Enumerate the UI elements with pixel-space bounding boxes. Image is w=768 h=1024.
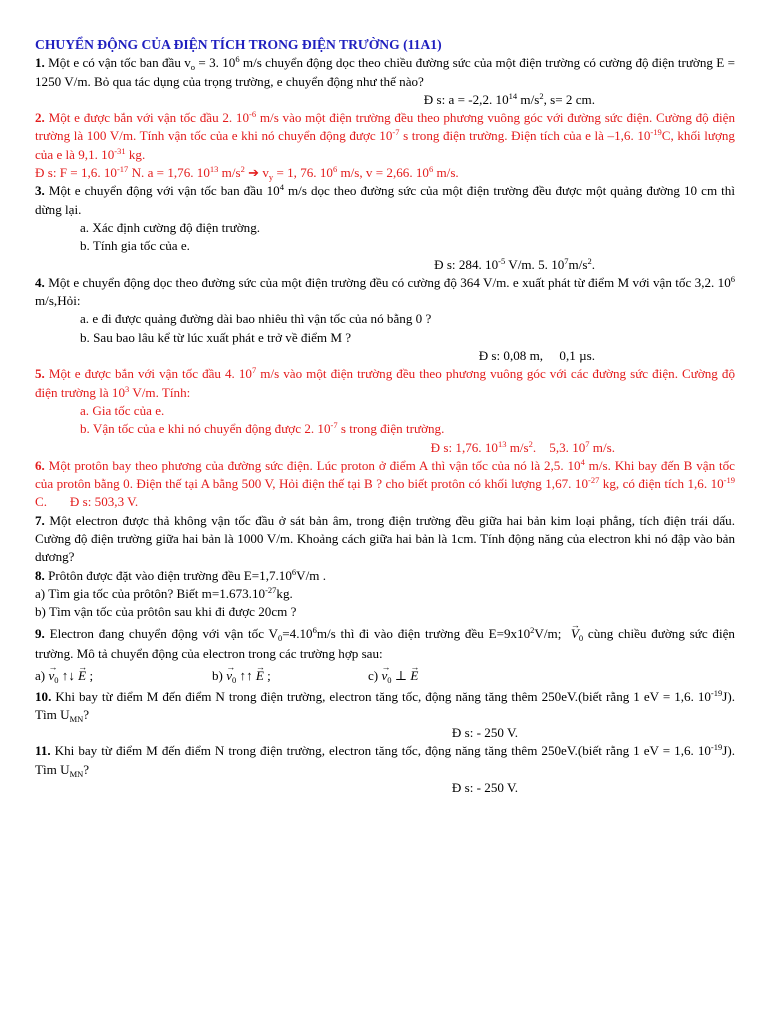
exponent: -19 [710,742,723,753]
vector-v: → v [226,664,232,688]
answer-text: m/s. [589,439,615,455]
page-title: CHUYỂN ĐỘNG CỦA ĐIỆN TÍCH TRONG ĐIỆN TRƯỜNG (11A1) [35,37,442,52]
problem-text: a) Tìm gia tốc của prôtôn? Biết m=1.673.10 [35,585,266,601]
exponent: 6 [312,624,317,635]
problem-3-part-a: a. Xác định cường độ điện trường. [80,219,261,235]
problem-2 [35,109,735,164]
problem-9-cases [35,664,735,688]
problem-text: m/s. Khi bay đến B vận tốc của protôn bằng 0. Điện thế tại A bằng 500 V, Hỏi điện thế tại B ? cho biết protôn có khối lượng 1,67. 10 [35,457,739,492]
answer-text: V/m. 5. 10 [505,256,565,272]
problem-number: 8. [35,567,45,583]
problem-text: Một e chuyển động dọc theo đường sức của một điện trường đều có cường độ 364 V/m. e xuất phát từ điểm M với vận tốc 3,2. 10 [44,274,731,290]
exponent: -6 [249,109,257,120]
problem-number: 7. [35,512,45,528]
problem-4 [35,274,735,311]
exponent: 2 [530,624,535,635]
problem-3 [35,182,735,219]
exponent: -19 [710,687,723,698]
exponent: -19 [650,127,662,138]
problem-text: m/s vào một điện trường đều theo phương vuông góc với đường sức điện. Cường độ điện trường là 100 V/m. Tính vận tốc của e khi nó chuyển động được 10 [35,110,735,144]
problem-text: kg. [276,585,293,601]
problem-text: ? [83,761,90,777]
subscript: 0 [387,674,392,685]
problem-text: Electron đang chuyển động với vận tốc V [44,625,279,641]
problem-6 [35,456,739,512]
exponent: 2 [539,90,544,101]
answer-text: m/s [568,256,588,272]
problem-number: 10. [35,688,52,704]
answer-10: Đ s: - 250 V. [451,725,518,741]
problem-text: J). Tìm U [35,688,735,722]
exponent: 4 [279,182,284,193]
answer-4: Đ s: 0,08 m, 0,1 µs. [478,348,595,364]
answer-1 [35,91,735,109]
answer-text: m/s [517,91,540,107]
exponent: 13 [209,164,219,175]
problem-text: m/s thì đi vào điện trường đều E=9x10 [316,625,531,641]
vector-v0: → V [571,624,579,644]
problem-text: cùng chiều đường sức điện trường. Mô tả chuyển động của electron trong các trường hợp sau: [35,625,739,661]
answer-text: m/s [506,439,529,455]
problem-1 [35,54,735,91]
problem-text: s trong điện trường. [337,421,445,437]
subscript: MN [69,768,84,779]
problem-number: 4. [35,274,45,290]
vector-e: → E [78,664,86,688]
case-label: b) [212,667,223,683]
answer-text: Đ s: F = 1,6. 10 [35,165,117,181]
answer-2 [35,164,735,182]
problem-text: Một e được bắn với vận tốc đầu 4. 10 [44,366,252,382]
answer-text: m/s. [433,165,459,181]
vector-v: → v [381,664,387,688]
problem-number: 11. [35,743,51,759]
exponent: -19 [723,475,736,486]
problem-8-part-a [35,585,735,603]
relation-symbol: ↑↑ [236,667,256,683]
exponent: -27 [265,584,277,595]
subscript: 0 [578,632,584,643]
problem-5 [35,365,735,402]
problem-text: C, khối lượng của e là 9,1. 10 [35,128,735,162]
problem-number: 2. [35,110,45,126]
vector-v: → v [48,664,54,688]
separator: ; [86,667,94,683]
problem-text: Một electron được thả không vận tốc đầu ở sát bản âm, trong điện trường đều giữa hai bản kim loại phẳng, tích điện trái dấu. Cường độ điện trường giữa hai bản là 1000 V/m. Khoảng cách giữa hai bản là 1cm. Tính động năng của electron khi nó đập vào bản dương? [35,512,735,565]
problem-text: Một e được bắn với vận tốc đầu 2. 10 [44,110,250,126]
problem-number: 9. [35,625,45,641]
problem-text: = 3. 10 [195,55,236,71]
worksheet-page [35,36,739,797]
answer-text: = 1, 76. 10 [273,165,333,181]
exponent: -31 [114,145,126,156]
exponent: 13 [497,438,507,449]
exponent: 3 [125,383,130,394]
problem-text: m/s,Hỏi: [35,293,81,309]
exponent: 4 [580,456,585,467]
problem-number: 6. [35,457,45,473]
relation-symbol: ↑↓ [58,667,79,683]
case-label: c) [368,667,379,683]
problem-text: V/m . [296,567,326,583]
problem-text: Một protôn bay theo phương của đường sức điện. Lúc proton ở điểm A thì vận tốc của nó là 2,5. 10 [44,457,581,473]
problem-text: V/m. Tính: [129,384,191,400]
problem-text: Khi bay từ điểm M đến điểm N trong điện trường, electron tăng tốc, động năng tăng thêm 250eV.(biết rằng 1 eV = 1,6. 10 [51,688,711,704]
case-label: a) [35,667,46,683]
case-a [35,664,212,688]
problem-text: Khi bay từ điểm M đến điểm N trong điện trường, electron tăng tốc, động năng tăng thêm 250eV.(biết rằng 1 eV = 1,6. 10 [50,743,711,759]
problem-text: b. Vận tốc của e khi nó chuyển động được 2. 10 [80,421,331,437]
problem-text: ? [83,706,90,722]
answer-3 [35,256,735,274]
problem-number: 1. [35,55,45,71]
exponent: 6 [291,566,297,577]
problem-text: Prôtôn được đặt vào điện trường đều E=1,7.10 [44,567,292,583]
problem-text: =4.10 [282,625,313,641]
exponent: 6 [235,54,240,65]
problem-8 [35,567,735,585]
problem-8-part-b: b) Tìm vận tốc của prôtôn sau khi đi được 20cm ? [35,604,297,620]
relation-symbol: ⊥ [391,667,411,683]
answer-text: . [591,256,595,272]
separator: ; [263,667,271,683]
exponent: 6 [428,164,434,175]
subscript: 0 [232,674,237,685]
problem-4-part-a: a. e đi được quảng đường dài bao nhiêu thì vận tốc của nó bằng 0 ? [80,311,432,327]
case-b [212,664,368,688]
problem-10 [35,688,735,725]
exponent: -17 [116,164,129,175]
problem-11 [35,742,735,779]
answer-text: . 5,3. 10 [532,439,586,455]
problem-text: V/m; [534,625,571,641]
exponent: 7 [251,365,257,376]
exponent: -5 [498,255,506,266]
exponent: 2 [587,255,592,266]
problem-text: m/s dọc theo đường sức của một điện trường đều được một quảng đường 10 cm thì dừng lại. [35,183,735,217]
answer-text: m/s [218,165,241,181]
answer-text: Đ s: 1,76. 10 [430,439,498,455]
answer-text: N. a = 1,76. 10 [128,165,210,181]
problem-text: Một e chuyển động với vận tốc ban đầu 10 [44,183,280,199]
exponent: 2 [240,164,245,175]
problem-text: C. Đ s: 503,3 V. [35,476,739,510]
answer-text: , s= 2 cm. [543,91,595,107]
problem-text: J). Tìm U [35,743,735,777]
problem-number: 5. [35,366,45,382]
exponent: 7 [564,255,569,266]
exponent: 2 [528,438,533,449]
problem-3-part-b: b. Tính gia tốc của e. [80,238,190,254]
problem-text: m/s chuyển động dọc theo chiều đường sức của một điện trường có cường độ điện trường E = 1250 V/m. Bỏ qua tác dụng của trọng trường, e chuyển động như thế nào? [35,55,735,89]
answer-5 [35,439,735,457]
problem-4-part-b: b. Sau bao lâu kể từ lúc xuất phát e trở về điểm M ? [80,329,352,345]
problem-7 [35,512,735,567]
vector-e: → E [256,664,264,688]
problem-number: 3. [35,183,45,199]
answer-text: m/s, v = 2,66. 10 [337,165,429,181]
answer-text: ➔ v [244,165,269,181]
exponent: -27 [588,475,600,486]
subscript: y [268,172,274,183]
subscript: o [190,62,196,73]
exponent: 7 [585,438,590,449]
exponent: 6 [730,273,735,284]
answer-11: Đ s: - 250 V. [451,779,518,795]
problem-text: s trong điện trường. Điện tích của e là –1,6. 10 [399,128,651,144]
problem-5-part-b [35,420,735,438]
problem-text: Một e có vận tốc ban đầu v [44,55,191,71]
subscript: MN [69,713,84,724]
case-c [368,664,418,688]
problem-text: kg, có điện tích 1,6. 10 [599,476,724,492]
exponent: 14 [508,90,518,101]
vector-e: → E [410,664,418,688]
answer-text: Đ s: 284. 10 [434,256,499,272]
problem-text: kg. [125,146,146,162]
exponent: -7 [330,420,338,431]
exponent: 6 [332,164,338,175]
exponent: -7 [392,127,400,138]
subscript: 0 [54,674,59,685]
subscript: 0 [278,632,283,643]
problem-5-part-a: a. Gia tốc của e. [80,402,165,418]
answer-text: Đ s: a = -2,2. 10 [423,91,509,107]
problem-text: m/s vào một điện trường đều theo phương vuông góc với các đường sức điện. Cường độ điện trường là 10 [35,366,735,400]
